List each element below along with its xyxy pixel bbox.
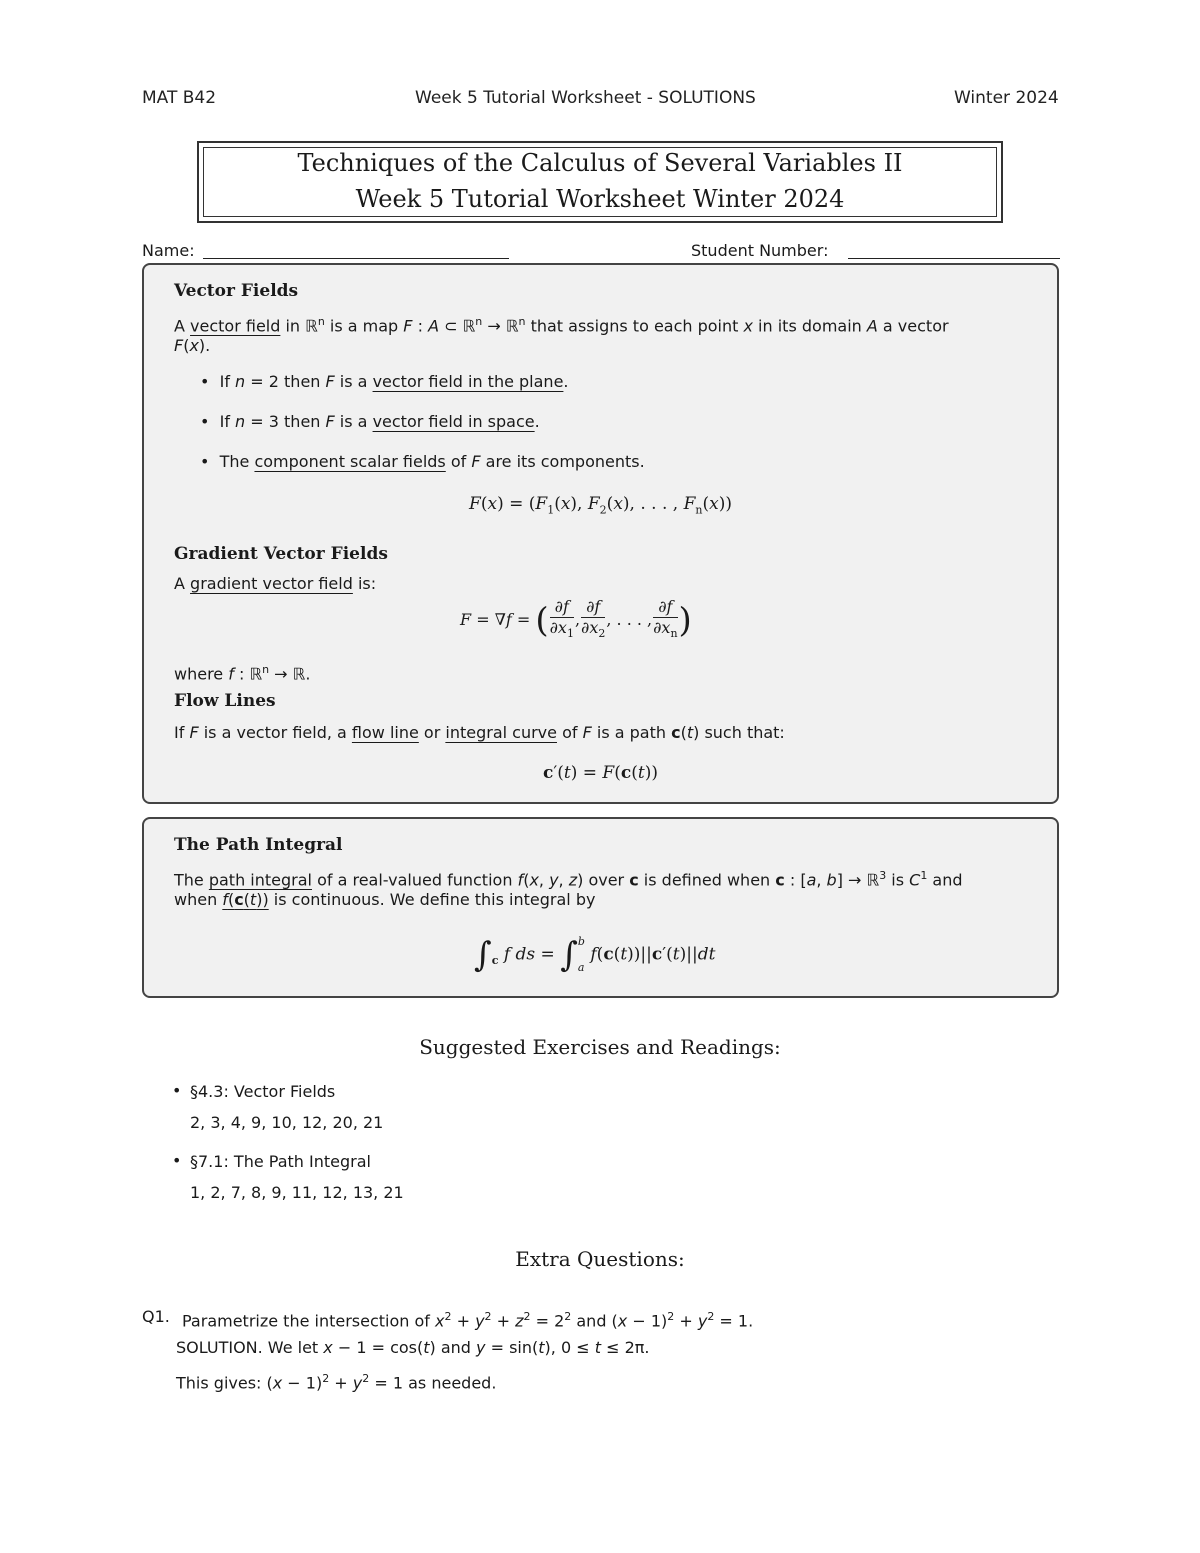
- flow-line-definition: If F is a vector field, a flow line or integral curve of F is a path c(t) such that:: [174, 723, 785, 742]
- student-number-field[interactable]: [848, 258, 1060, 259]
- course-code: MAT B42: [142, 88, 217, 108]
- bullet-components: • The component scalar fields of F are its components.: [200, 452, 645, 471]
- document-title: Week 5 Tutorial Worksheet - SOLUTIONS: [415, 88, 756, 108]
- reading-7-1-label: §7.1: The Path Integral: [190, 1152, 371, 1171]
- vector-field-definition: A vector field in ℝ$^n$ is a map F : A ⊂ ℝ$^n$ → ℝ$^n$ that assigns to each point x in its domain A a vector: [174, 315, 949, 336]
- reading-4-3-problems: 2, 3, 4, 9, 10, 12, 20, 21: [190, 1113, 384, 1132]
- path-integral-formula: $\int_c$ f ds = ∫b a f(c(t))||c′(t)||dt: [474, 935, 716, 975]
- name-field[interactable]: [203, 258, 509, 259]
- title-line-1: Techniques of the Calculus of Several Variables II: [297, 149, 903, 177]
- component-formula: $F(x) = (F_1(x)$, $F_2(x)$, . . . , $F_n(x)$): [469, 494, 732, 517]
- extra-questions-heading: Extra Questions:: [515, 1247, 685, 1271]
- bullet-plane: • If n = 2 then F is a vector field in the plane.: [200, 372, 569, 391]
- vector-fields-heading: Vector Fields: [174, 281, 299, 301]
- gradient-formula: F = ∇f = ( $\frac{\partial f}{\partial x_1}$ , $\frac{\partial f}{\partial x_2}$ , . . . , $\frac{\partial f}{\partial x_n}$ ): [460, 597, 692, 641]
- q1-question: Parametrize the intersection of $x^2 + y^2 + z^2 = 2^2$ and $(x - 1)^2 + y^2 = 1$.: [182, 1310, 754, 1331]
- title-box: [197, 141, 1003, 223]
- flow-lines-heading: Flow Lines: [174, 691, 276, 711]
- reading-7-1-problems: 1, 2, 7, 8, 9, 11, 12, 13, 21: [190, 1183, 404, 1202]
- flow-line-formula: c′(t) = F(c(t)): [543, 763, 658, 783]
- q1-label: Q1.: [142, 1307, 170, 1326]
- path-integral-definition: The path integral of a real-valued function f(x, y, z) over c is defined when c : [a, b] → ℝ$^3$ is $C^1$ and: [174, 869, 963, 890]
- gradient-definition: A gradient vector field is:: [174, 574, 377, 593]
- q1-solution-label: SOLUTION.: [176, 1338, 263, 1357]
- bullet-space: • If n = 3 then F is a vector field in space.: [200, 412, 540, 431]
- path-integral-heading: The Path Integral: [174, 835, 343, 855]
- name-label: Name:: [142, 241, 195, 260]
- q1-result: This gives: $(x - 1)^2 + y^2 = 1$ as needed.: [176, 1372, 497, 1393]
- gradient-heading: Gradient Vector Fields: [174, 544, 388, 564]
- student-number-label: Student Number:: [691, 241, 829, 260]
- title-line-2: Week 5 Tutorial Worksheet Winter 2024: [355, 185, 845, 213]
- vector-fields-box: Vector Fields A vector field in ℝ$^n$ is a map F : A ⊂ ℝ$^n$ → ℝ$^n$ that assigns to each point x in its domain A a vector F(x). • If n = 2 then F is a vector field in the plane. • If n = 3 then F is a vector field in space. • The component scalar fields of F are its components. $F(x) = (F_1(x)$, $F_2(x)$, . . . , $F_n(x)$) Gradient Vector Fields A gradient vector field is: F = ∇f = ( $\frac{\partial f}{\partial x_1}$ , $\frac{\partial f}{\partial x_2}$ , . . . , $\frac{\partial f}{\partial x_n}$ ) where f : ℝ$^n$ → ℝ. Flow Lines If F is a vector field, a flow line or integral curve of F is a path c(t) such that: c′(t) = F(c(t)): [142, 263, 1059, 804]
- q1-gives-prefix: This gives:: [176, 1373, 262, 1393]
- term-label: Winter 2024: [954, 88, 1059, 108]
- path-integral-box: The Path Integral The path integral of a real-valued function f(x, y, z) over c is defined when c : [a, b] → ℝ$^3$ is $C^1$ and when f(c(t)) is continuous. We define this integral by $\int_c$ f ds = ∫b a f(c(t))||c′(t)||dt: [142, 817, 1059, 998]
- suggested-heading: Suggested Exercises and Readings:: [419, 1035, 781, 1059]
- reading-4-3-label: §4.3: Vector Fields: [190, 1082, 336, 1101]
- gradient-where: where f : ℝ$^n$ → ℝ.: [174, 663, 311, 684]
- q1-solution: SOLUTION. We let x − 1 = cos(t) and y = sin(t), 0 ≤ t ≤ 2π.: [176, 1338, 650, 1357]
